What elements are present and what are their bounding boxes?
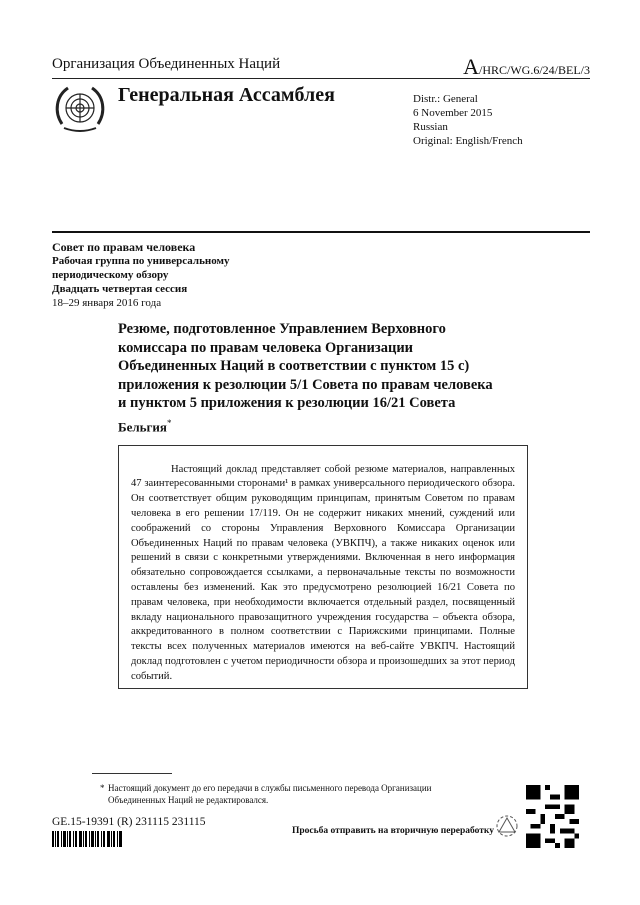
working-group: Рабочая группа по универсальному <box>52 255 230 267</box>
council-name: Совет по правам человека <box>52 240 196 254</box>
footnote-mark: * <box>166 418 172 428</box>
country-name: Бельгия <box>118 419 167 435</box>
summary-box <box>118 445 528 689</box>
country <box>118 418 171 435</box>
thick-rule <box>52 231 590 233</box>
working-group-2: периодическому обзору <box>52 269 169 281</box>
footnote-text: Настоящий документ до его передачи в службы письменного перевода Организации Объединенных Наций не редактировался. <box>108 783 432 805</box>
session: Двадцать четвертая сессия <box>52 283 188 295</box>
footnote <box>100 782 448 806</box>
barcode-icon <box>52 831 122 847</box>
symbol-code: /HRC/WG.6/24/BEL/3 <box>479 63 590 77</box>
job-number: GE.15-19391 (R) 231115 231115 <box>52 816 206 828</box>
distr-line: Distr.: General <box>413 93 478 105</box>
original-line: Original: English/French <box>413 135 523 147</box>
header-rule <box>52 78 590 79</box>
document-symbol <box>463 54 590 80</box>
language-line: Russian <box>413 121 448 133</box>
body-name: Генеральная Ассамблея <box>118 84 335 106</box>
distribution-info <box>413 92 523 148</box>
un-emblem-icon <box>52 84 108 136</box>
recycle-icon <box>496 815 518 837</box>
session-dates: 18–29 января 2016 года <box>52 297 162 309</box>
symbol-letter: A <box>463 54 479 79</box>
document-title: Резюме, подготовленное Управлением Верховного комиссара по правам человека Организации Объединенных Наций в соответствии с пунктом 15 с) приложения к резолюции 5/1 Совета по правам человека и пунктом 5 приложения к резолюции 16/21 Совета <box>118 321 493 411</box>
recycle-note: Просьба отправить на вторичную переработку <box>292 826 494 836</box>
organization-name: Организация Объединенных Наций <box>52 56 281 72</box>
council-info <box>52 240 230 310</box>
summary-text: Настоящий доклад представляет собой резюме материалов, направленных 47 заинтересованными сторонами¹ в рамках универсального периодического обзора. Он соответствует общим руководящим принципам, принятым Советом по правам человека в его решении 17/119. Он не содержит никаких мнений, суждений или соображений со стороны Управления Верховного Комиссара Организации Объединенных Наций по правам человека (УВКПЧ), а также никаких оценок или решений в связи с конкретными утверждениями. Включенная в него информация обязательно сопровождается ссылками, а первоначальные тексты по возможности оставлены без изменений. Как это предусмотрено резолюцией 16/21 Совета по правам человека, при необходимости включается отдельный раздел, посвященный вкладу национального правозащитного учреждения государства – объекта обзора, аккредитованного в полном соответствии с Парижскими принципами. Полные тексты всех полученных материалов имеются на веб-сайте УВКПЧ. Настоящий доклад подготовлен с учетом периодичности обзора и произошедших за этот период событий. <box>131 463 515 682</box>
qr-code-icon <box>525 785 580 848</box>
footnote-rule <box>92 773 172 774</box>
footnote-star: * <box>100 783 105 793</box>
date-line: 6 November 2015 <box>413 107 493 119</box>
